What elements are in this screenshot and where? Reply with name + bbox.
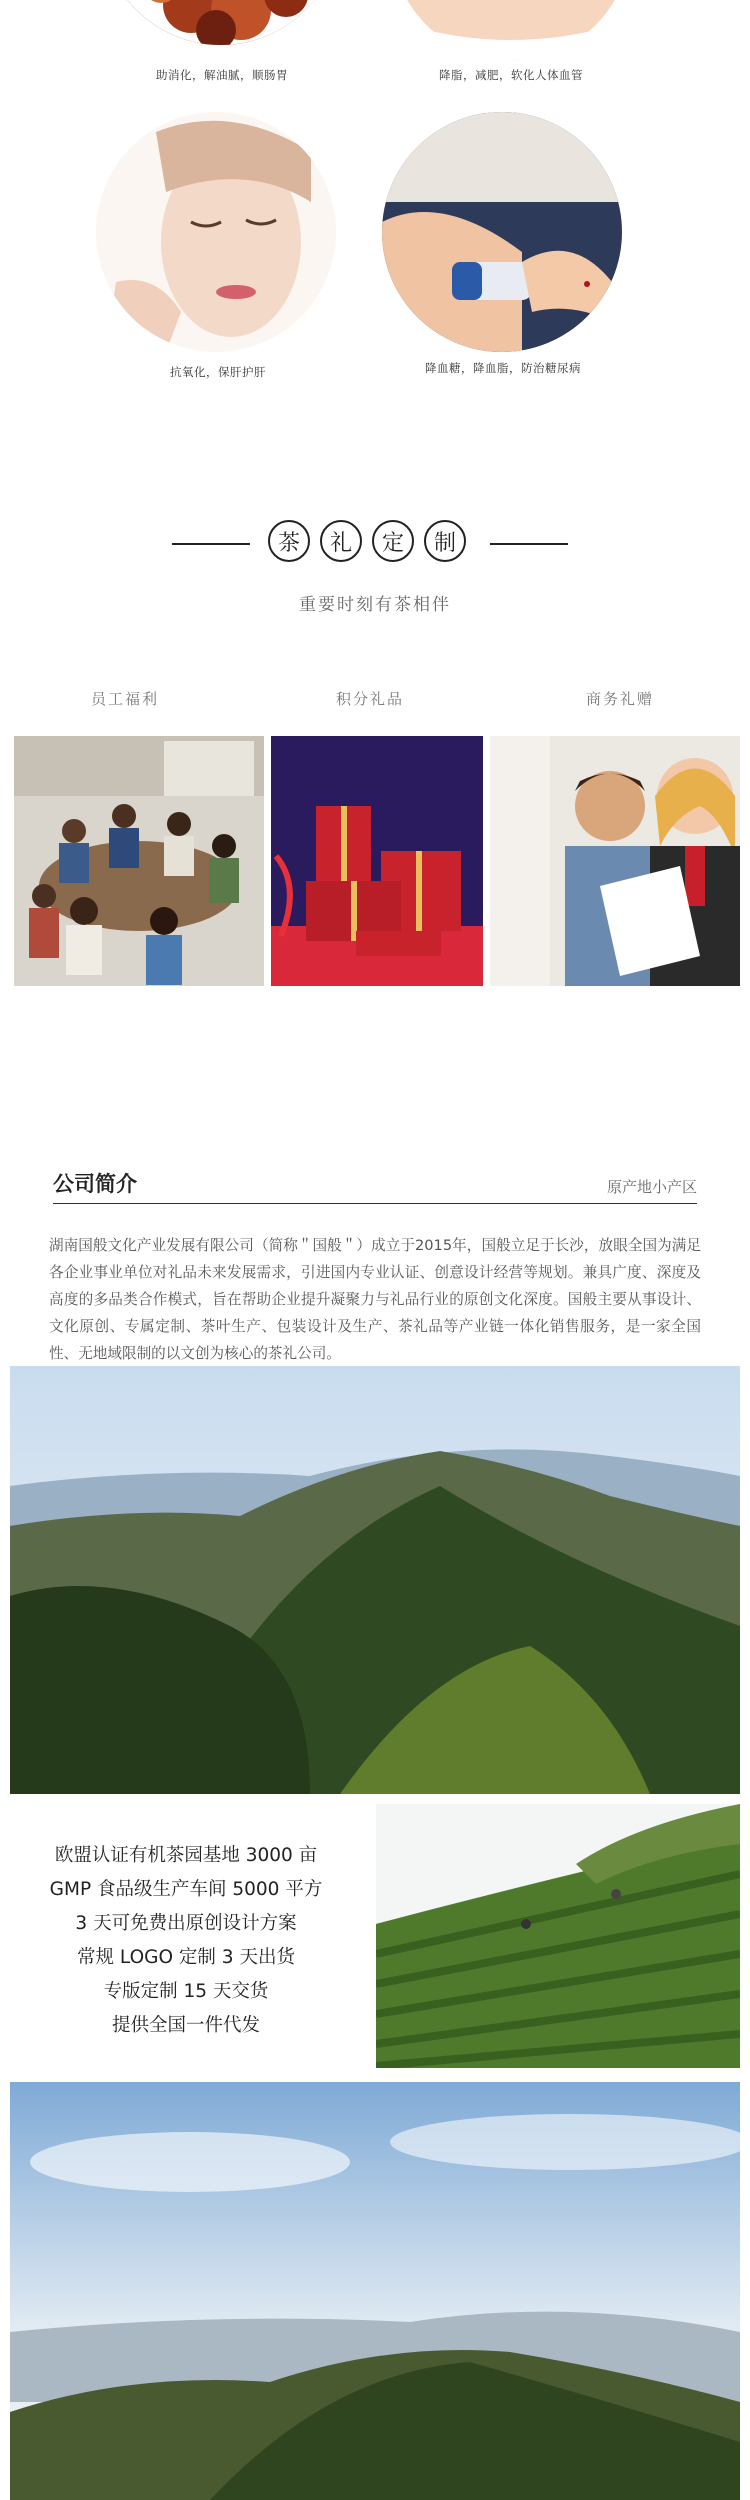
title-char-4: 制 [424,520,466,562]
feature-3: 3 天可免费出原创设计方案 [75,1913,297,1934]
intro-subtitle: 原产地小产区 [606,1178,697,1196]
business-people-photo [490,736,740,986]
feature-1: 欧盟认证有机茶园基地 3000 亩 [54,1845,318,1866]
intro-divider [53,1203,697,1204]
benefit-caption-3: 抗氧化，保肝护肝 [170,365,266,379]
feature-6: 提供全国一件代发 [111,2015,260,2036]
face-photo [96,112,336,352]
title-line-right [490,543,568,545]
category-label-3: 商务礼赠 [585,690,654,708]
feature-2: GMP 食品级生产车间 5000 平方 [49,1879,323,1900]
intro-title: 公司简介 [53,1172,137,1196]
food-photo [101,0,341,45]
benefit-caption-4: 降血糖，降血脂，防治糖尿病 [425,361,581,375]
feature-5: 专版定制 15 天交货 [103,1981,269,2002]
title-char-2: 礼 [320,520,362,562]
office-meeting-photo [14,736,264,986]
waist-photo [391,0,631,60]
title-char-1: 茶 [268,520,310,562]
title-line-left [172,543,250,545]
title-char-3: 定 [372,520,414,562]
section-subtitle: 重要时刻有茶相伴 [299,595,451,615]
benefit-caption-1: 助消化，解油腻，顺肠胃 [156,68,288,82]
tea-garden-photo [376,1804,740,2068]
feature-4: 常规 LOGO 定制 3 天出货 [77,1947,295,1968]
mountain-landscape-photo [10,1366,740,1794]
mountain-sky-photo [10,2082,740,2500]
glucose-test-photo [382,112,622,352]
category-label-2: 积分礼品 [335,690,404,708]
intro-text: 湖南国般文化产业发展有限公司（简称＂国般＂）成立于2015年，国般立足于长沙，放眼全国为满足各企业事业单位对礼品未来发展需求，引进国内专业认证、创意设计经营等规划。兼具广度、深度及高度的多品类合作模式，旨在帮助企业提升凝聚力与礼品行业的原创文化深度。国般主要从事设计、文化原创、专属定制、茶叶生产、包装设计及生产、茶礼品等产业链一体化销售服务，是一家全国性、无地域限制的以文创为核心的茶礼公司。 [49,1237,701,1362]
category-label-1: 员工福利 [90,690,159,708]
gift-boxes-photo [271,736,483,986]
benefit-caption-2: 降脂，减肥，软化人体血管 [439,68,583,82]
